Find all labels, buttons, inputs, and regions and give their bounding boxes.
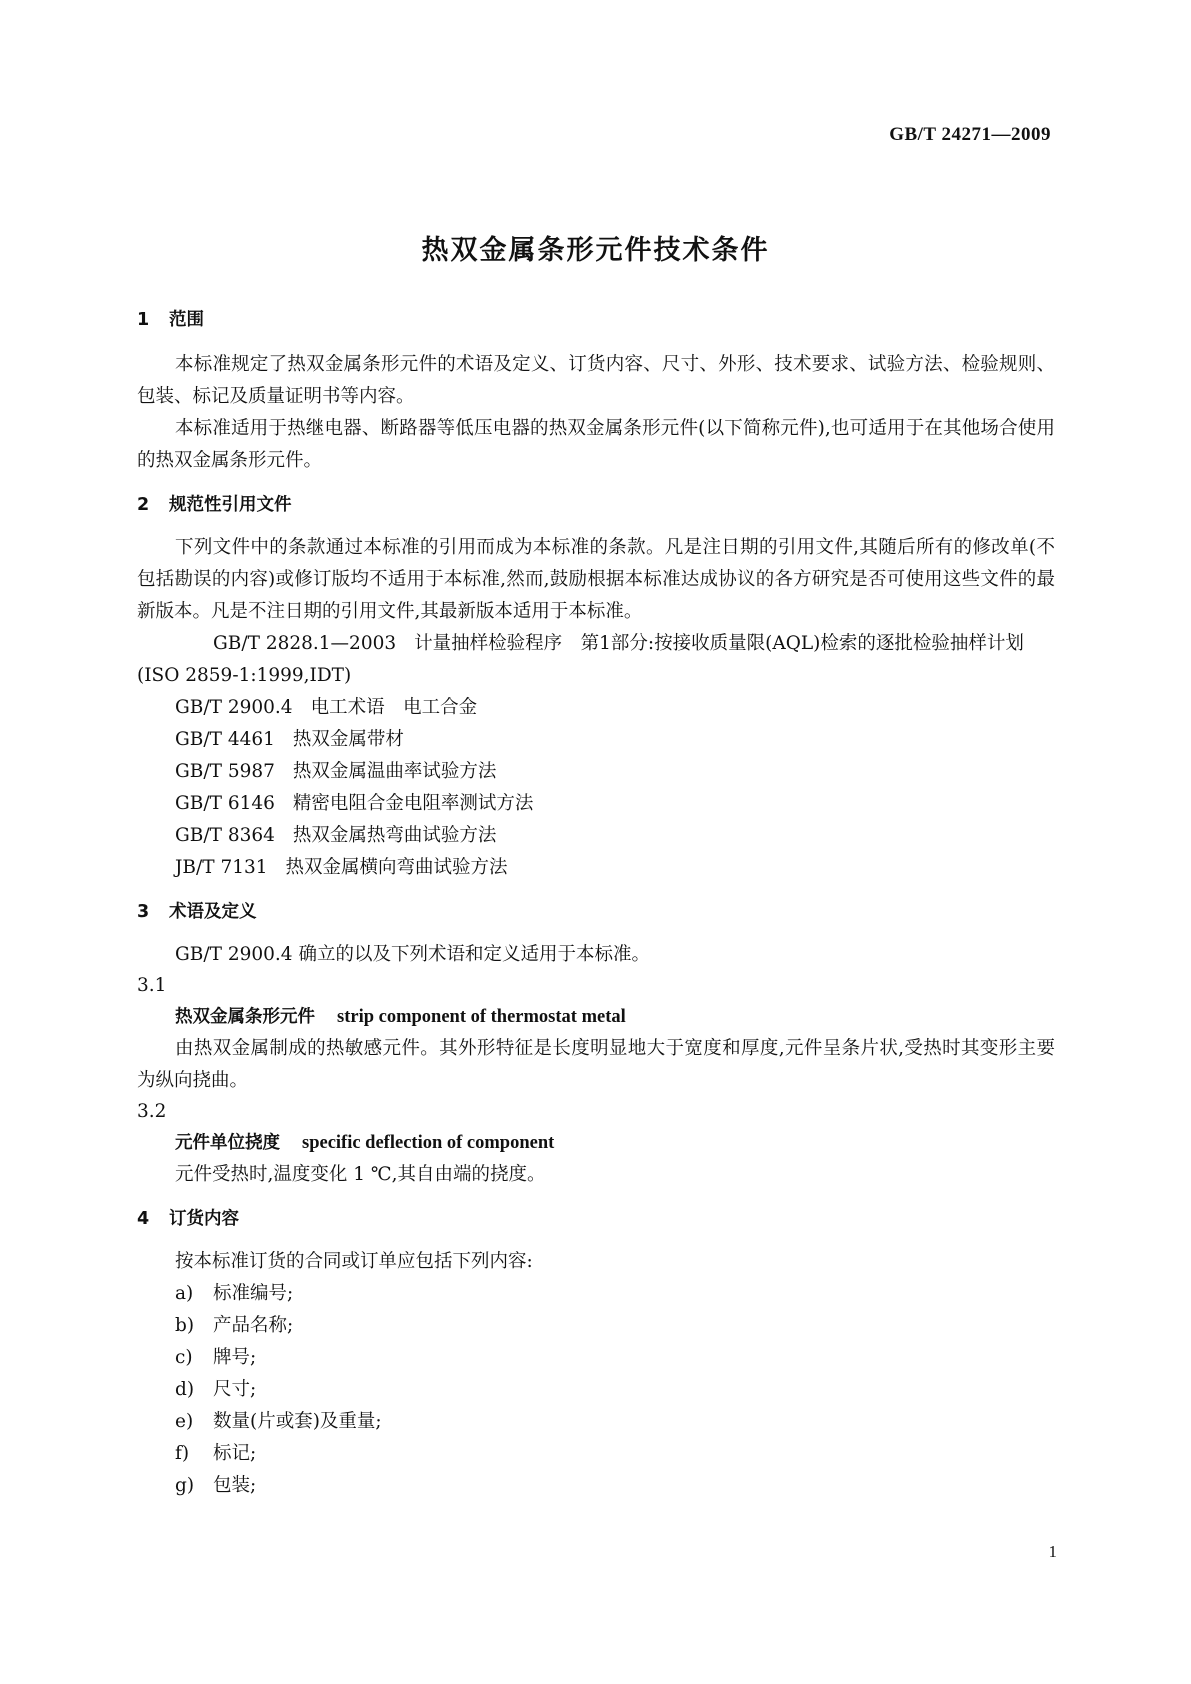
list-item: [137, 1278, 1055, 1310]
subclause-number: 3.2: [137, 1101, 167, 1122]
list-marker: b): [175, 1315, 195, 1336]
paragraph: 本标准规定了热双金属条形元件的术语及定义、订货内容、尺寸、外形、技术要求、试验方法、检验规则、包装、标记及质量证明书等内容。: [137, 354, 1055, 407]
list-marker: f): [175, 1443, 190, 1464]
term-chinese: 元件单位挠度: [175, 1133, 280, 1153]
list-text: 标记;: [213, 1443, 257, 1464]
order-content-list: [137, 1278, 1055, 1502]
list-marker: d): [175, 1379, 195, 1400]
list-text: 数量(片或套)及重量;: [213, 1411, 382, 1432]
list-text: 包装;: [213, 1475, 257, 1496]
reference-code: GB/T 5987: [175, 761, 275, 782]
term-chinese: 热双金属条形元件: [175, 1007, 315, 1027]
reference-code: GB/T 8364: [175, 825, 275, 846]
section-1-heading: [137, 306, 1055, 331]
section-number: 3: [137, 902, 150, 922]
paragraph: 按本标准订货的合同或订单应包括下列内容:: [175, 1251, 533, 1272]
reference-title: 热双金属横向弯曲试验方法: [285, 857, 508, 878]
paragraph: GB/T 2900.4 确立的以及下列术语和定义适用于本标准。: [175, 944, 650, 965]
list-marker: c): [175, 1347, 193, 1368]
section-title: 术语及定义: [169, 902, 257, 922]
section-2-heading: [137, 491, 1055, 516]
subclause-number: 3.1: [137, 975, 167, 996]
reference-item: [137, 628, 1055, 692]
document-title: 热双金属条形元件技术条件: [421, 235, 770, 266]
list-marker: a): [175, 1283, 194, 1304]
section-title: 规范性引用文件: [169, 495, 292, 515]
reference-code: GB/T 2900.4: [175, 697, 293, 718]
reference-item: [137, 852, 1055, 884]
term-entry: [137, 1127, 1055, 1159]
term-english: specific deflection of component: [302, 1133, 555, 1153]
reference-item: [137, 788, 1055, 820]
list-item: [137, 1310, 1055, 1342]
term-definition: 由热双金属制成的热敏感元件。其外形特征是长度明显地大于宽度和厚度,元件呈条片状,受热时其变形主要为纵向挠曲。: [137, 1038, 1055, 1091]
section-title: 范围: [169, 310, 204, 330]
reference-code: JB/T 7131: [175, 857, 268, 878]
reference-item: [137, 820, 1055, 852]
reference-item: [137, 692, 1055, 724]
paragraph: 本标准适用于热继电器、断路器等低压电器的热双金属条形元件(以下简称元件),也可适用于在其他场合使用的热双金属条形元件。: [137, 418, 1055, 471]
reference-title: 精密电阻合金电阻率测试方法: [292, 793, 534, 814]
list-item: [137, 1406, 1055, 1438]
section-number: 1: [137, 310, 150, 330]
list-item: [137, 1470, 1055, 1502]
reference-title: 热双金属温曲率试验方法: [292, 761, 497, 782]
reference-code: GB/T 6146: [175, 793, 275, 814]
section-3-heading: [137, 898, 1055, 923]
reference-title: 计量抽样检验程序 第1部分:按接收质量限(AQL)检索的逐批检验抽样计划(ISO 2859-1:1999,IDT): [137, 633, 1024, 686]
term-definition: 元件受热时,温度变化 1 ℃,其自由端的挠度。: [175, 1164, 546, 1185]
list-marker: g): [175, 1475, 195, 1496]
list-text: 尺寸;: [213, 1379, 257, 1400]
section-title: 订货内容: [169, 1209, 239, 1229]
reference-code: GB/T 2828.1—2003: [213, 633, 397, 654]
section-number: 2: [137, 495, 150, 515]
reference-title: 电工术语 电工合金: [310, 697, 478, 718]
list-item: [137, 1342, 1055, 1374]
document-body: [137, 310, 1055, 1502]
reference-item: [137, 756, 1055, 788]
list-text: 牌号;: [213, 1347, 257, 1368]
list-text: 产品名称;: [213, 1315, 294, 1336]
page-number: 1: [1048, 1542, 1057, 1561]
reference-item: [137, 724, 1055, 756]
list-text: 标准编号;: [213, 1283, 294, 1304]
list-item: [137, 1438, 1055, 1470]
term-english: strip component of thermostat metal: [337, 1007, 626, 1027]
list-item: [137, 1374, 1055, 1406]
standard-code: GB/T 24271—2009: [889, 124, 1051, 145]
term-entry: [137, 1001, 1055, 1033]
reference-title: 热双金属热弯曲试验方法: [292, 825, 497, 846]
reference-list: [137, 628, 1055, 884]
list-marker: e): [175, 1411, 194, 1432]
reference-title: 热双金属带材: [292, 729, 404, 750]
reference-code: GB/T 4461: [175, 729, 275, 750]
section-number: 4: [137, 1209, 150, 1229]
paragraph: 下列文件中的条款通过本标准的引用而成为本标准的条款。凡是注日期的引用文件,其随后所有的修改单(不包括勘误的内容)或修订版均不适用于本标准,然而,鼓励根据本标准达成协议的各方研究是否可使用这些文件的最新版本。凡是不注日期的引用文件,其最新版本适用于本标准。: [137, 537, 1055, 622]
section-4-heading: [137, 1205, 1055, 1230]
